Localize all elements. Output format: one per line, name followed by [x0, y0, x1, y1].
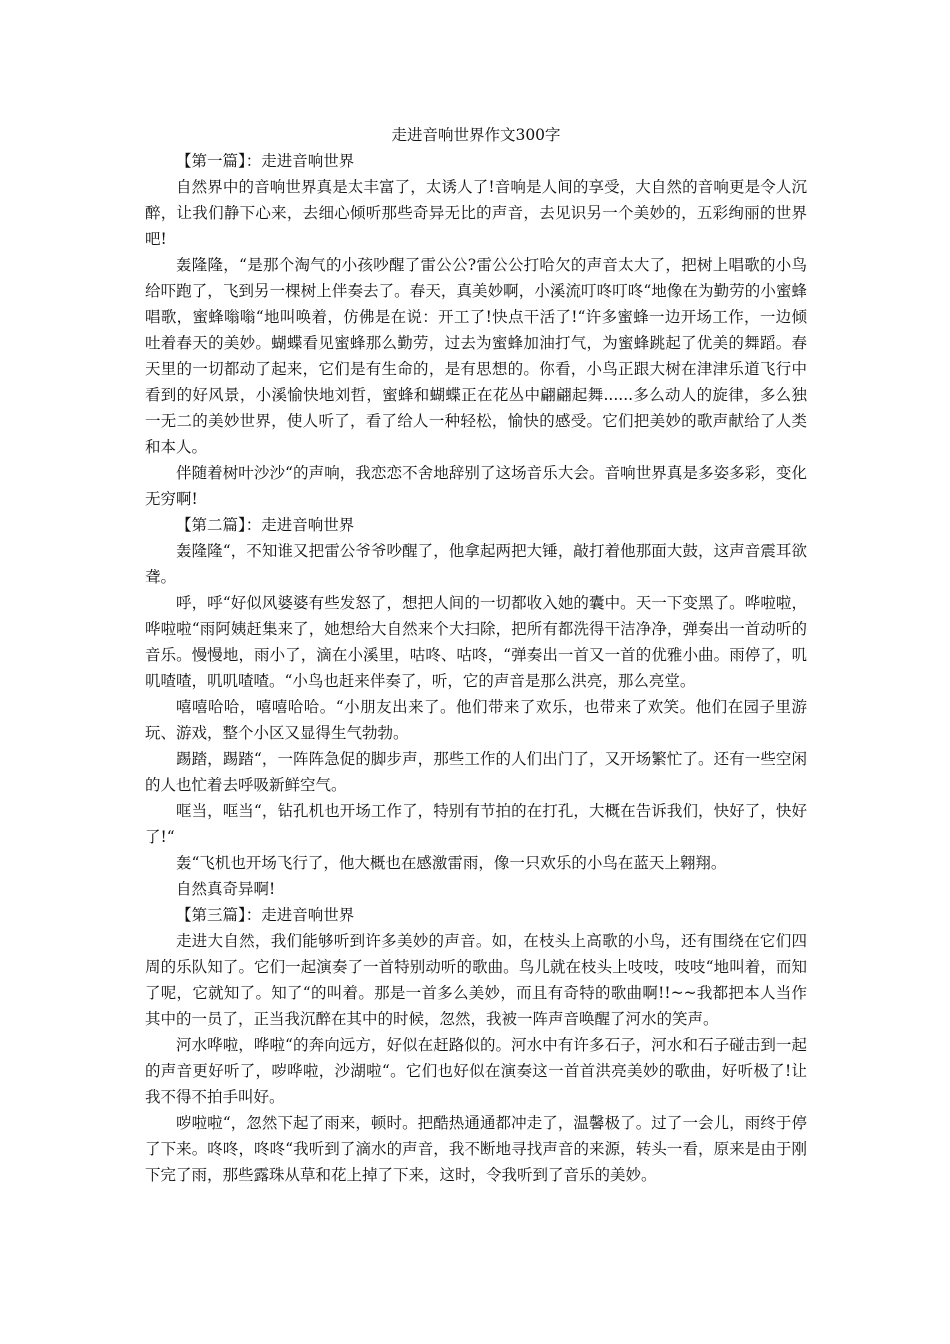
paragraph: 踢踏，踢踏“，一阵阵急促的脚步声，那些工作的人们出门了，又开场繁忙了。还有一些空闲的人也忙着去呼吸新鲜空气。	[145, 750, 807, 794]
document-title: 走进音响世界作文300字	[391, 126, 561, 144]
paragraph: 轰隆隆“，不知谁又把雷公爷爷吵醒了，他拿起两把大锤，敲打着他那面大鼓，这声音震耳欲聋。	[145, 542, 807, 586]
paragraph: 轰隆隆，“是那个淘气的小孩吵醒了雷公公?雷公公打哈欠的声音太大了，把树上唱歌的小鸟给吓跑了，飞到另一棵树上伴奏去了。春天，真美妙啊，小溪流叮咚叮咚“地像在为勤劳的小蜜蜂唱歌，蜜蜂嗡嗡“地叫唤着，仿佛是在说：开工了!快点干活了!“许多蜜蜂一边开场工作，一边倾吐着春天的美妙。蝴蝶看见蜜蜂那么勤劳，过去为蜜蜂加油打气，为蜜蜂跳起了优美的舞蹈。春天里的一切都动了起来，它们是有生命的，是有思想的。你看，小鸟正跟大树在津津乐道飞行中看到的好风景，小溪愉快地刘哲，蜜蜂和蝴蝶正在花丛中翩翩起舞......多么动人的旋律，多么独一无二的美妙世界，使人听了，看了给人一种轻松，愉快的感受。它们把美妙的歌声献给了人类和本人。	[145, 256, 807, 456]
paragraph: 轰“飞机也开场飞行了，他大概也在感激雷雨，像一只欢乐的小鸟在蓝天上翱翔。	[176, 854, 727, 872]
section-heading-2: 【第二篇】：走进音响世界	[176, 516, 355, 534]
paragraph: 自然真奇异啊!	[176, 880, 276, 898]
paragraph: 河水哗啦，哗啦“的奔向远方，好似在赶路似的。河水中有许多石子，河水和石子碰击到一起的声音更好听了，哕哗啦，沙湖啦“。它们也好似在演奏这一首首洪亮美妙的歌曲，好听极了!让我不得不拍手叫好。	[145, 1036, 807, 1106]
section-heading-3: 【第三篇】：走进音响世界	[176, 906, 355, 924]
paragraph: 哐当，哐当“，钻孔机也开场工作了，特别有节拍的在打孔，大概在告诉我们，快好了，快好了!“	[145, 802, 807, 846]
document-page	[145, 122, 807, 1188]
paragraph: 哕啦啦“，忽然下起了雨来，顿时。把酷热通通都冲走了，温馨极了。过了一会儿，雨终于停了下来。咚咚，咚咚“我听到了滴水的声音，我不断地寻找声音的来源，转头一看，原来是由于刚下完了雨，那些露珠从草和花上掉了下来，这时，令我听到了音乐的美妙。	[145, 1114, 807, 1184]
paragraph: 呼，呼“好似风婆婆有些发怒了，想把人间的一切都收入她的囊中。天一下变黑了。哗啦啦，哗啦啦“雨阿姨赶集来了，她想给大自然来个大扫除，把所有都洗得干洁净净，弹奏出一首动听的音乐。慢慢地，雨小了，滴在小溪里，咕咚、咕咚，“弹奏出一首又一首的优雅小曲。雨停了，叽叽喳喳，叽叽喳喳。“小鸟也赶来伴奏了，听，它的声音是那么洪亮，那么亮堂。	[145, 594, 807, 690]
paragraph: 走进大自然，我们能够听到许多美妙的声音。如，在枝头上高歌的小鸟，还有围绕在它们四周的乐队知了。它们一起演奏了一首特别动听的歌曲。鸟儿就在枝头上吱吱，吱吱“地叫着，而知了呢，它就知了。知了“的叫着。那是一首多么美妙，而且有奇特的歌曲啊!!~~我都把本人当作其中的一员了，正当我沉醉在其中的时候，忽然，我被一阵声音唤醒了河水的笑声。	[145, 932, 807, 1028]
section-heading-1: 【第一篇】：走进音响世界	[176, 152, 355, 170]
paragraph: 嘻嘻哈哈，嘻嘻哈哈。“小朋友出来了。他们带来了欢乐，也带来了欢笑。他们在园子里游玩、游戏，整个小区又显得生气勃勃。	[145, 698, 807, 742]
paragraph: 伴随着树叶沙沙“的声响，我恋恋不舍地辞别了这场音乐大会。音响世界真是多姿多彩，变化无穷啊!	[145, 464, 807, 508]
paragraph: 自然界中的音响世界真是太丰富了，太诱人了!音响是人间的享受，大自然的音响更是令人沉醉，让我们静下心来，去细心倾听那些奇异无比的声音，去见识另一个美妙的，五彩绚丽的世界吧!	[145, 178, 807, 248]
